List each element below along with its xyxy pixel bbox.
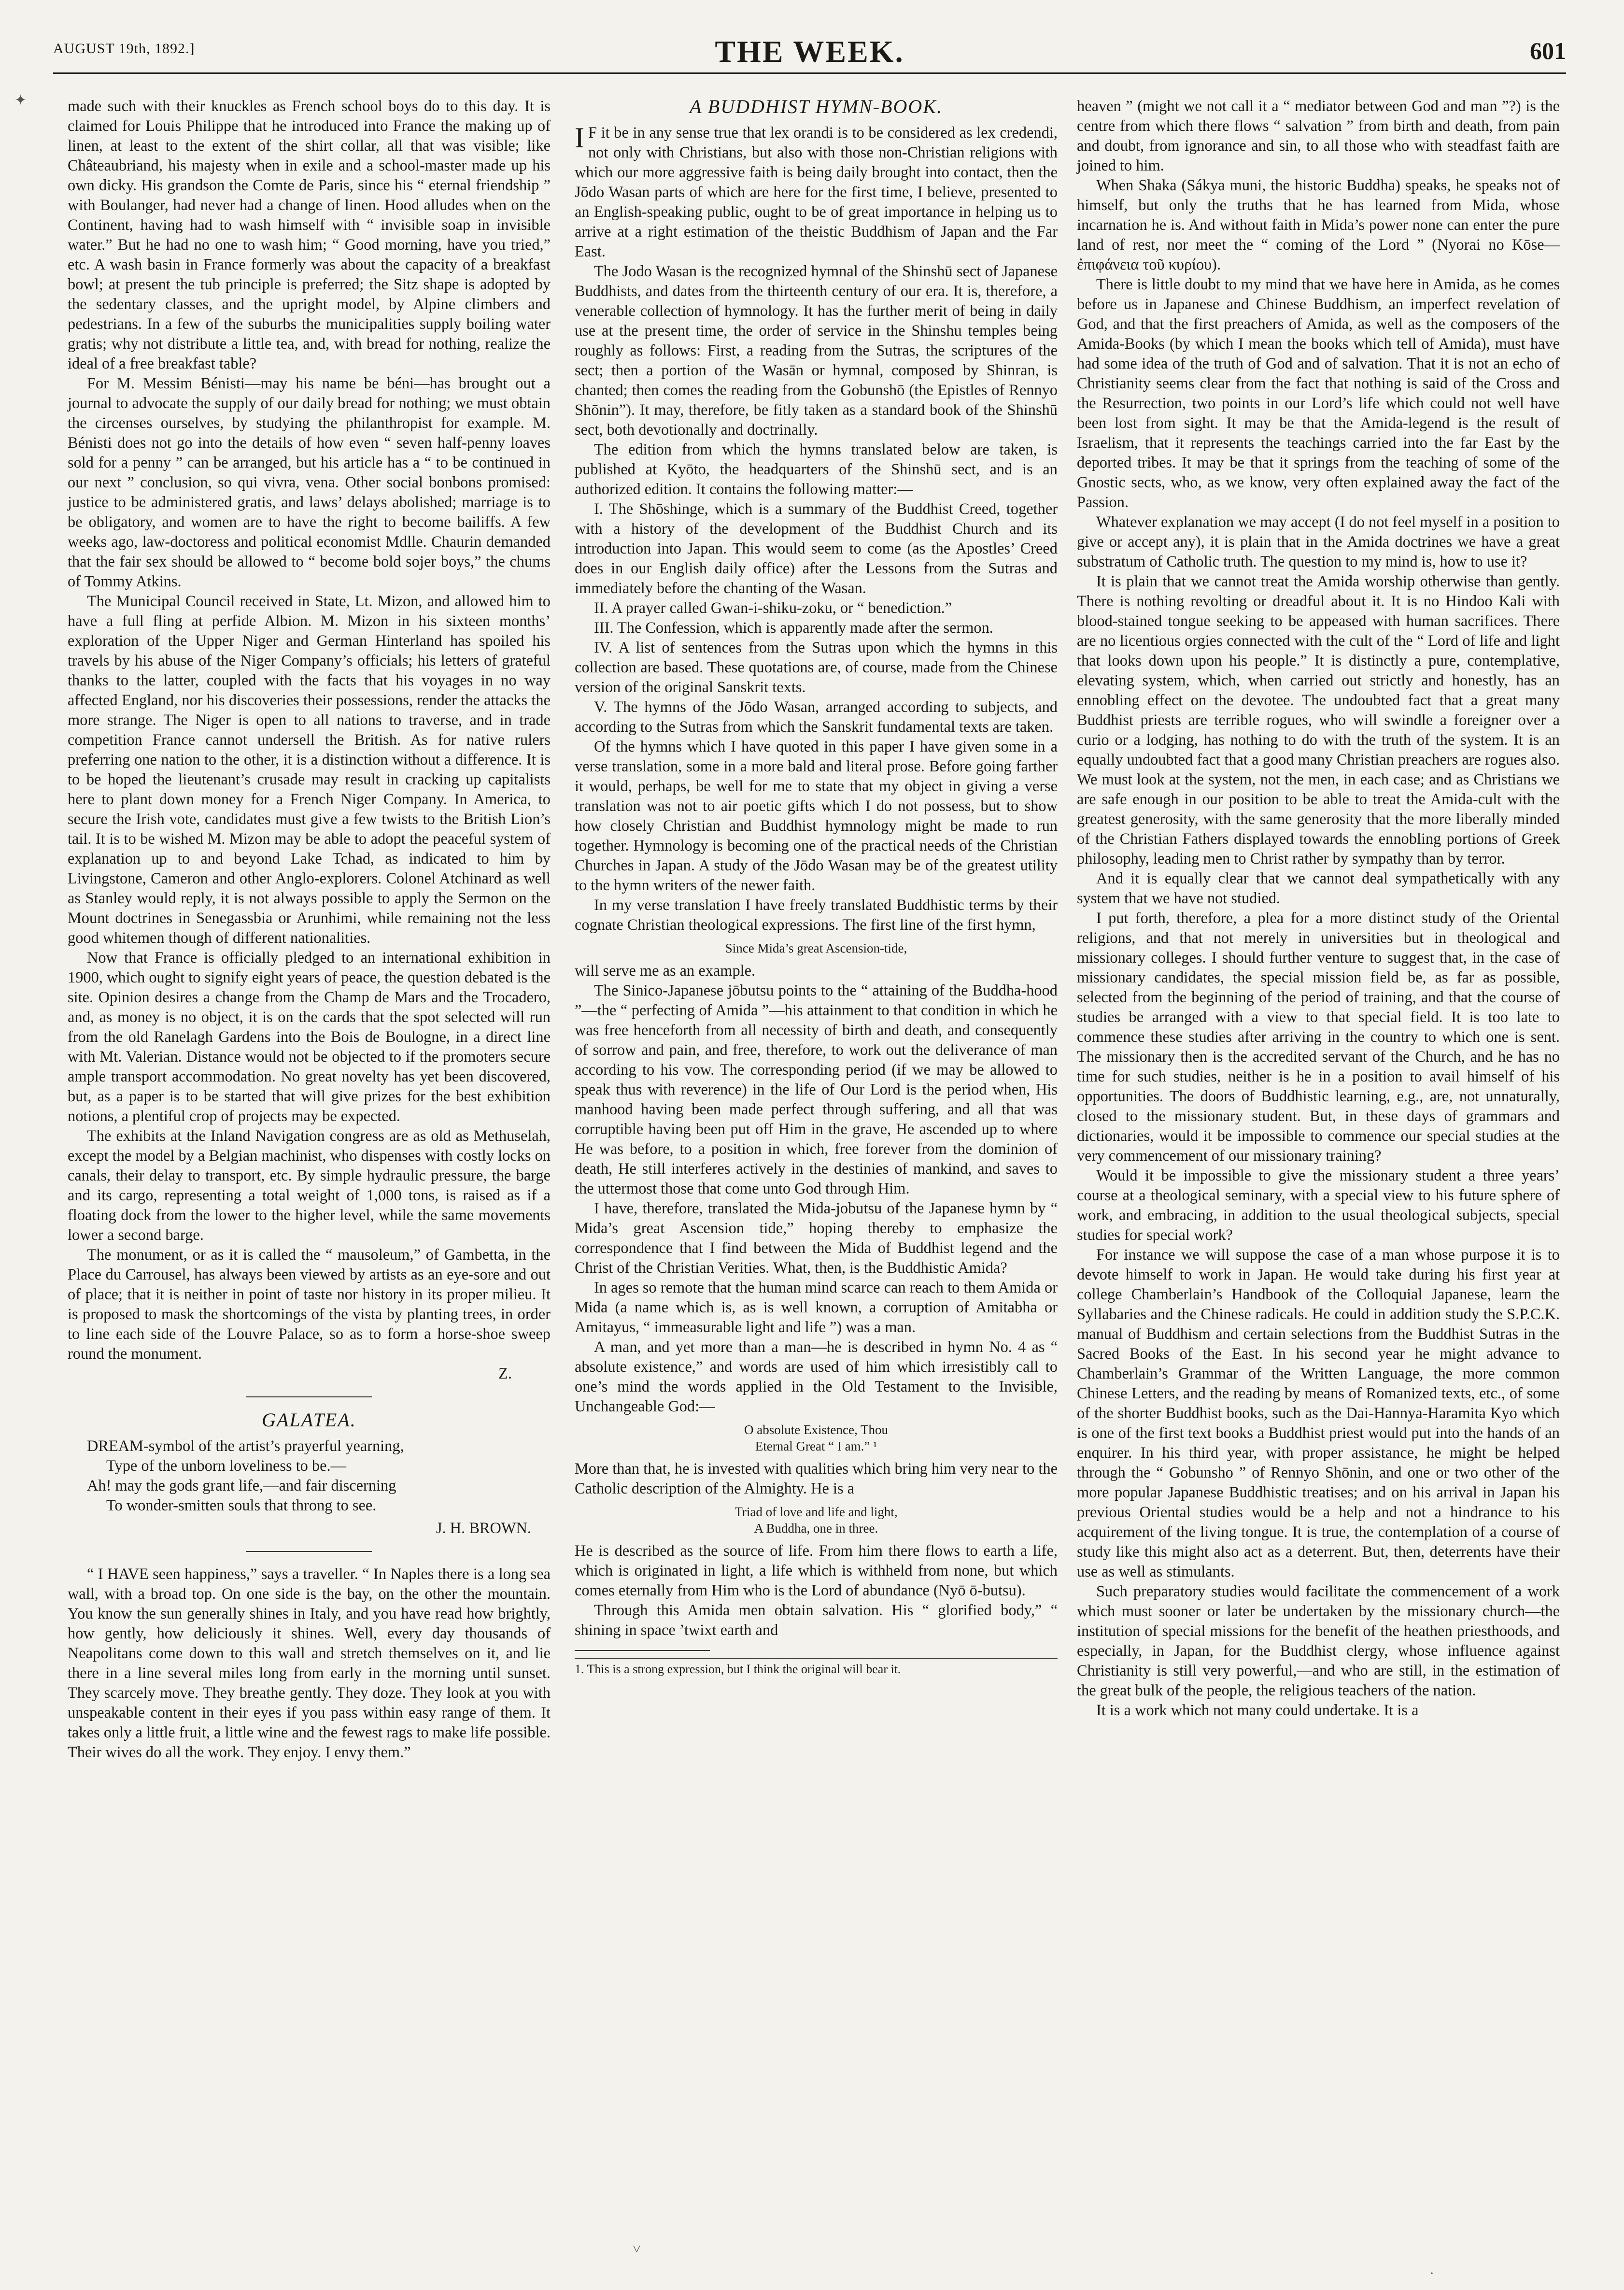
article-title: A BUDDHIST HYMN-BOOK. (690, 96, 943, 117)
page-number: 601 (1530, 37, 1566, 64)
drop-cap: I (575, 122, 584, 154)
poem (87, 1437, 551, 1516)
hymn-line: Triad of love and life and light, (734, 1505, 898, 1519)
divider (246, 1551, 372, 1552)
column-right (1077, 97, 1560, 1721)
paragraph: Such preparatory studies would facilitate the commencement of a work which must sooner or later be undertaken by the missionary church—the institution of special missions for the benefit of the heathen priesthoods, and especially, in Japan, for the Buddhist clergy, whose influence against Christianity is still very powerful,—and who are still, in the estimation of the great bulk of the people, the religious teachers of the nation. (1077, 1583, 1560, 1699)
hymn-line: O absolute Existence, Thou (744, 1422, 888, 1437)
paragraph: It is plain that we cannot treat the Amida worship otherwise than gently. There is nothing revolting or dreadful about it. It is no Hindoo Kali with blood-stained tongue seeking to be appeased with human sacrifices. There are no licentious orgies connected with the cult of the “ Lord of life and light that looks down upon his people.” It is distinctly a pure, contemplative, elevating system, which, when carried out strictly and honestly, has an ennobling effect on the devotee. The undoubted fact that a great many Buddhist priests are terrible rogues, who will swindle a foreigner over a curio or a lodging, has nothing to do with the truth of the system. It is an equally undoubted fact that a good many Christian preachers are rogues also. We must look at the system, not the men, in each case; and as Christians we are safe enough in our position to be able to treat the Amida-cult with the greatest generosity, with the same generosity that the more liberally minded of the Christian Fathers displayed towards the ennobling portions of Greek philosophy, leading men to Christ rather by sympathy than by terror. (1077, 573, 1560, 868)
hymn-quote: Since Mida’s great Ascension-tide, (725, 941, 907, 955)
poem-title: GALATEA. (262, 1409, 356, 1431)
hymn-quote (575, 1422, 1058, 1454)
paragraph: More than that, he is invested with qualities which bring him very near to the Catholic description of the Almighty. He is a (575, 1460, 1058, 1497)
hymn-line: A Buddha, one in three. (754, 1521, 878, 1536)
paragraph: Through this Amida men obtain salvation. His “ glorified body,” “ shining in space ’twixt earth and (575, 1602, 1058, 1639)
paragraph: It is a work which not many could undertake. It is a (1096, 1702, 1419, 1719)
paragraph: Would it be impossible to give the missionary student a three years’ course at a theological seminary, with a special view to his future sphere of work, and embracing, in addition to the usual theological subjects, special studies for special work? (1077, 1167, 1560, 1244)
paragraph: I. The Shōshinge, which is a summary of the Buddhist Creed, together with a history of the development of the Buddhist Church and its introduction into Japan. This would seem to come (as the Apostles’ Creed does in our English daily office) after the Lessons from the Sutras and immediately before the chanting of the Wasan. (575, 500, 1058, 597)
paragraph: When Shaka (Sákya muni, the historic Buddha) speaks, he speaks not of himself, but only the truths that he has learned from Mida, whose incarnation he is. And without faith in Mida’s power none can enter the pure land of rest, nor meet the “ coming of the Lord ” (Nyorai no Kōse—ἐπιφάνεια τοῦ κυρίου). (1077, 177, 1560, 273)
poem-line: To wonder-smitten souls that throng to see. (106, 1497, 377, 1514)
poem-line: Type of the unborn loveliness to be.— (106, 1457, 346, 1475)
margin-mark: ✦ (14, 92, 27, 108)
page-header (53, 34, 1566, 74)
paragraph: The Jodo Wasan is the recognized hymnal of the Shinshū sect of Japanese Buddhists, and dates from the thirteenth century of our era. It is, therefore, a venerable collection of hymnology. It has the further merit of being in daily use at the present time, the order of service in the Shinshu temples being roughly as follows: First, a reading from the Sutras, the scriptures of the sect; then a portion of the Wasān or hymnal, composed by Shinran, is chanted; then comes the reading from the Gobunshō (the Epistles of Rennyo Shōnin”). It may, therefore, be fitly taken as a standard book of the Shinshū sect, both devotionally and doctrinally. (575, 263, 1058, 439)
paragraph: In ages so remote that the human mind scarce can reach to them Amida or Mida (a name which is, as is well known, a corruption of Amitabha or Amitayus, “ immeasurable light and life ”) was a man. (575, 1279, 1058, 1336)
paragraph: I put forth, therefore, a plea for a more distinct study of the Oriental religions, and that not merely in universities but in theological and missionary colleges. I should further venture to suggest that, in the case of missionary candidates, the special mission field be, as far as possible, selected from the beginning of the period of training, and that the course of studies be arranged with a view to that special field. It is too late to commence these studies after arriving in the country to which one is sent. The missionary then is the accredited servant of the Church, and he has no time for such studies, neither is he in a position to avail himself of his opportunities. The doors of Buddhistic learning, e.g., are, not unnaturally, closed to the missionary student. But, in these days of grammars and dictionaries, would it be impossible to commence our special studies at the very commencement of our missionary training? (1077, 910, 1560, 1165)
paragraph: V. The hymns of the Jōdo Wasan, arranged according to subjects, and according to the Sutras from which the Sanskrit fundamental texts are taken. (575, 698, 1058, 736)
paragraph: will serve me as an example. (575, 962, 756, 980)
paragraph: He is described as the source of life. From him there flows to earth a life, which is originated in light, a life which is withheld from none, but which comes eternally from Him who is the Lord of abundance (Nyō ō-butsu). (575, 1542, 1058, 1599)
poem-author: J. H. BROWN. (436, 1520, 531, 1537)
footnote-divider (575, 1650, 710, 1651)
paragraph: For instance we will suppose the case of a man whose purpose it is to devote himself to work in Japan. He would take during his first year at college Chamberlain’s Handbook of the Colloquial Japanese, learn the Syllabaries and the Chinese radicals. He could in addition study the S.P.C.K. manual of Buddhism and certain selections from the Buddhist Sutras in the Sacred Books of the East. In his second year he might advance to Chamberlain’s Grammar of the Written Language, the more common Chinese Letters, and the reading by means of Romanized texts, etc., of some of the shorter Buddhist books, such as the Dai-Hannya-Haramita Kyo which is one of the first text books a Buddhist priest would put into the hands of an enquirer. In his third year, with proper assistance, he might be helped through the “ Gobunsho ” of Rennyo Shōnin, and one or two other of the more popular Japanese Buddhistic treatises; and on his arrival in Japan his previous Oriental studies would be a help and not a hindrance to his acquirement of the living tongue. It is true, the contemplation of a course of study like this might also act as a deterrent. But, then, deterrents have their use as well as stimulants. (1077, 1246, 1560, 1580)
poem-line: Ah! may the gods grant life,—and fair discerning (87, 1477, 396, 1494)
poem-line: DREAM-symbol of the artist’s prayerful yearning, (87, 1437, 404, 1455)
paragraph: Now that France is officially pledged to an international exhibition in 1900, which ought to signify eight years of peace, the question debated is the site. Opinion desires a change from the Champ de Mars and the Trocadero, and, as money is no object, it is on the cards that the spot selected will run from the old Ranelagh Gardens into the Bois de Boulogne, in a direct line with Mt. Valerian. Distance would not be objected to if the promoters secure ample transport accommodation. No great novelty has yet been discovered, but, as a paper is to be started that will give prizes for the best exhibition notions, a plentiful crop of projects may be expected. (68, 949, 551, 1125)
paragraph: The exhibits at the Inland Navigation congress are as old as Methuselah, except the model by a Belgian machinist, who dispenses with costly locks on canals, their delay to transport, etc. By simple hydraulic pressure, the barge and its cargo, representing a total weight of 1,000 tons, is raised as if a floating dock from the lower to the higher level, while the same movements lower a second barge. (68, 1127, 551, 1244)
paragraph: III. The Confession, which is apparently made after the sermon. (594, 619, 993, 637)
paragraph (575, 123, 1058, 262)
column-middle (575, 97, 1058, 1677)
hymn-quote (575, 1504, 1058, 1536)
paragraph: IV. A list of sentences from the Sutras upon which the hymns in this collection are based. These quotations are, of course, made from the Chinese version of the original Sanskrit texts. (575, 639, 1058, 696)
paragraph: “ I HAVE seen happiness,” says a traveller. “ In Naples there is a long sea wall, with a broad top. On one side is the bay, on the other the mountain. You know the sun generally shines in Italy, and you have read how brightly, how gently, how deliciously it shines. Well, every day thousands of Neapolitans come down to this wall and stretch themselves on it, and lie there in a line several miles long from early in the morning until sunset. They scarcely move. They breathe gently. They doze. They look at you with unspeakable content in their eyes if you pass within easy range of them. It takes only a little fruit, a little wine and the fewest rags to make life possible. Their wives do all the work. They enjoy. I envy them.” (68, 1565, 551, 1761)
paragraph: Of the hymns which I have quoted in this paper I have given some in a verse translation, some in a more bald and literal prose. Before going farther it would, perhaps, be well for me to state that my object in giving a verse translation was not to air poetic gifts which I do not possess, but to show how closely Christian and Buddhist hymnology might be made to run together. Hymnology is becoming one of the practical needs of the Christian Churches in Japan. A study of the Jōdo Wasan may be of the greatest utility to the hymn writers of the newer faith. (575, 738, 1058, 894)
paragraph-text: F it be in any sense true that lex orandi is to be considered as lex credendi, not only with Christians, but also with those non-Christian religions with which our more aggressive faith is being daily brought into contact, then the Jōdo Wasan parts of which are here for the first time, I believe, presented to an English-speaking public, ought to be of great importance in helping us to arrive at a right estimation of the theistic Buddhism of Japan and the Far East. (575, 124, 1058, 260)
paragraph: The Sinico-Japanese jōbutsu points to the “ attaining of the Buddha-hood ”—the “ perfecting of Amida ”—his attainment to that condition in which he was free henceforth from all necessity of birth and death, and consequently of sorrow and pain, and free, therefore, to work out the deliverance of man according to his vow. The corresponding period (if we may be allowed to speak thus with reverence) in the life of Our Lord is the period when, His manhood having been made perfect through suffering, and all that was corruptible having been put off Him in the grave, He ascended up to where He was before, to a position in which, free forever from the dominion of death, He still interferes actively in the destinies of mankind, and saves to the uttermost those that come unto God through Him. (575, 982, 1058, 1197)
margin-mark: ˅ (633, 2241, 641, 2257)
paragraph: A man, and yet more than a man—he is described in hymn No. 4 as “ absolute existence,” and words are used of him which irresistibly call to one’s mind the words applied in the Old Testament to the Invisible, Unchangeable God:— (575, 1338, 1058, 1415)
masthead-title: THE WEEK. (715, 34, 904, 69)
paragraph: Whatever explanation we may accept (I do not feel myself in a position to give or accept any), it is plain that in the Amida doctrines we have a great substratum of Catholic truth. The question to my mind is, how to use it? (1077, 513, 1560, 570)
paragraph: I have, therefore, translated the Mida-jobutsu of the Japanese hymn by “ Mida’s great Ascension tide,” hoping thereby to emphasize the correspondence that I find between the Mida of Buddhist legend and the Christ of the Christian Verities. What, then, is the Buddhistic Amida? (575, 1200, 1058, 1277)
divider (246, 1396, 372, 1397)
margin-mark: · (1429, 2265, 1434, 2281)
paragraph: In my verse translation I have freely translated Buddhistic terms by their cognate Christian theological expressions. The first line of the first hymn, (575, 896, 1058, 934)
paragraph: made such with their knuckles as French school boys do to this day. It is claimed for Louis Philippe that he introduced into France the making up of linen, at least to the extent of the shirt collar, all that was visible; like Châteaubriand, his majesty when in exile and a school-master made up his own dicky. His grandson the Comte de Paris, since his “ eternal friendship ” with Boulanger, had never had a change of linen. Hood alludes when on the Continent, having had to wash himself with “ invisible soap in invisible water.” But he had no one to wash him; “ Good morning, have you tried,” etc. A wash basin in France formerly was about the capacity of a breakfast bowl; at present the tub principle is preferred; the Sitz shape is adopted by the sedentary classes, and the upright model, by Alpine climbers and pedestrians. In a few of the suburbs the municipalities supply boiling water gratis; why not distribute a little tea, and, with bread for nothing, realize the ideal of a free breakfast table? (68, 98, 551, 372)
paragraph: The Municipal Council received in State, Lt. Mizon, and allowed him to have a full fling at perfide Albion. M. Mizon in his sixteen months’ exploration of the Upper Niger and German Hinterland has spoiled his travels by his abuse of the Niger Company’s officials; his letters of grateful thanks to the latter, coupled with the facts that his voyages in no way affected England, nor his discoveries their possessions, render the attacks the more strange. The Niger is open to all nations to traverse, and in trade competition France cannot undersell the British. As for native rulers preferring one nation to the other, it is a distinction without a difference. It is to be hoped the lieutenant’s crusade may result in cracking up capitalists here to plant down money for a French Niger Company. In America, to secure the Irish vote, candidates must give a few twists to the British Lion’s tail. It is to be wished M. Mizon may be able to adopt the peaceful system of explanation up to and beyond Lake Tchad, as indicated to him by Livingstone, Cameron and other Anglo-explorers. Colonel Atchinard as well as Stanley would reply, it is not always possible to apply the Sermon on the Mount doctrines in Senegassbia or Arunhimi, while remaining not the less good whitemen though of different nationalities. (68, 593, 551, 947)
paragraph: For M. Messim Bénisti—may his name be béni—has brought out a journal to advocate the supply of our daily bread for nothing; we must obtain the circenses ourselves, by studying the philanthropist for example. M. Bénisti does not go into the details of how even “ seven half-penny loaves sold for a penny ” can be arranged, but his article has a “ to be continued in our next ” conclusion, so qui vivra, vena. Other social bonbons promised: justice to be administered gratis, and laws’ delays abolished; marriage is to be obligatory, and women are to have the right to become bailiffs. A few weeks ago, law-doctoress and political economist Mdlle. Chaurin demanded that the fair sex should be allowed to “ become bold sojer boys,” the chums of Tommy Atkins. (68, 375, 551, 590)
paragraph: There is little doubt to my mind that we have here in Amida, as he comes before us in Japanese and Chinese Buddhism, an imperfect revelation of God, and that the first preachers of Amida, as well as the composers of the Amida-Books (by which I mean the books which tell of Amida), must have had some idea of the truth of God and of salvation. That it is not an echo of Christianity seems clear from the fact that nothing is said of the Cross and the Resurrection, two points in our Lord’s life which could not well have been lost from sight. It may be that the Amida-legend is the result of Israelism, that it represents the teachings carried into the far East by the deported tribes. It may be that it springs from the teaching of some of the Gnostic sects, who, as we know, very often explained away the fact of the Passion. (1077, 276, 1560, 511)
paragraph: II. A prayer called Gwan-i-shiku-zoku, or “ benediction.” (594, 599, 952, 617)
hymn-line: Eternal Great “ I am.” ¹ (755, 1439, 877, 1453)
column-left (68, 97, 551, 1763)
paragraph: The monument, or as it is called the “ mausoleum,” of Gambetta, in the Place du Carrousel, has always been viewed by artists as an eye-sore and out of place; that it is neither in point of taste nor history in its proper milieu. It is proposed to mask the shortcomings of the vista by planting trees, in order to line each side of the Louvre Palace, so as to form a horse-shoe sweep round the monument. (68, 1246, 551, 1363)
paragraph: The edition from which the hymns translated below are taken, is published at Kyōto, the headquarters of the Shinshū sect, and is an authorized edition. It contains the following matter:— (575, 441, 1058, 498)
paragraph: heaven ” (might we not call it a “ mediator between God and man ”?) is the centre from which there flows “ salvation ” from birth and death, from pain and doubt, from ignorance and sin, to all those who with steadfast faith are joined to him. (1077, 98, 1560, 174)
author-signature: Z. (498, 1365, 512, 1382)
paragraph: And it is equally clear that we cannot deal sympathetically with any system that we have not studied. (1077, 870, 1560, 907)
issue-date: AUGUST 19th, 1892.] (53, 41, 195, 57)
footnote: 1. This is a strong expression, but I think the original will bear it. (575, 1658, 1058, 1677)
